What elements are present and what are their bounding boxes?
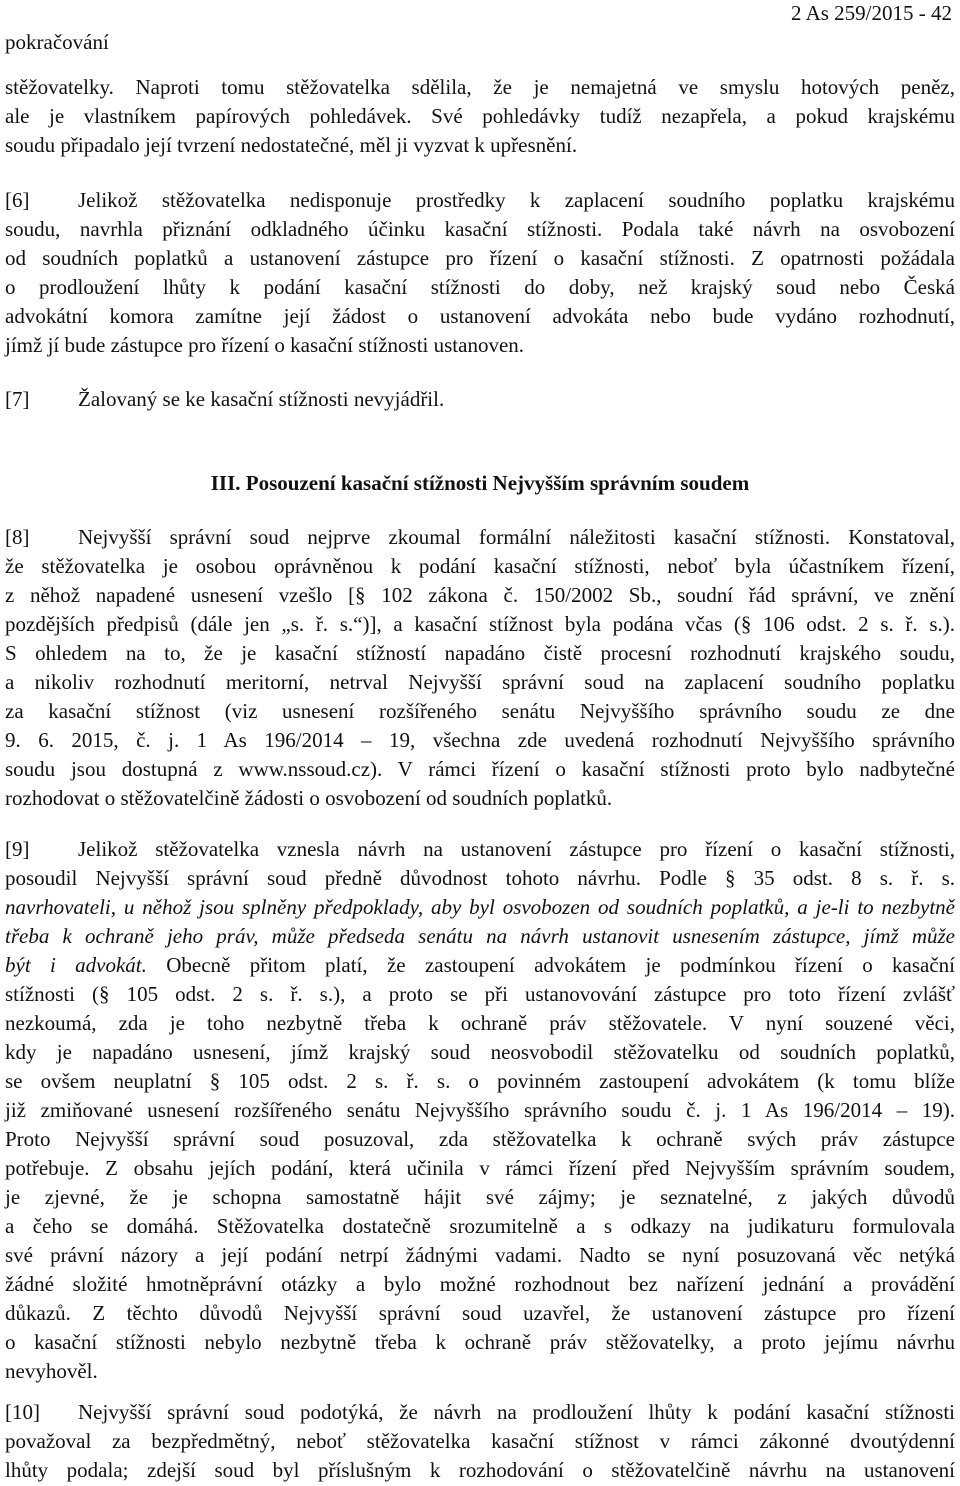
- paragraph-continued: [5, 73, 955, 160]
- text-line: se ovšem neuplatní § 105 odst. 2 s. ř. s. o povinném zastoupení advokátem (k tomu blíže: [5, 1069, 955, 1093]
- statute-quotation-end: být i advokát.: [5, 953, 147, 977]
- paragraph-number: [8]: [5, 525, 30, 549]
- section-numeral: III.: [210, 471, 241, 495]
- text-line: rozhodovat o stěžovatelčině žádosti o osvobození od soudních poplatků.: [5, 786, 613, 810]
- paragraph-first-line: [5, 1398, 955, 1427]
- paragraph-number: [7]: [5, 387, 30, 411]
- paragraph-7: [5, 385, 955, 414]
- text-line: ale je vlastníkem papírových pohledávek. Své pohledávky tudíž nezapřela, a pokud krajskému: [5, 104, 955, 128]
- text-line: soudu připadalo její tvrzení nedostatečné, měl ji vyzvat k upřesnění.: [5, 133, 578, 157]
- text-line: z něhož napadené usnesení vzešlo [§ 102 zákona č. 150/2002 Sb., soudní řád správní, ve znění: [5, 583, 955, 607]
- text-line: Proto Nejvyšší správní soud posuzoval, zda stěžovatelka k ochraně svých práv zástupce: [5, 1127, 955, 1151]
- text-line: a čeho se domáhá. Stěžovatelka dostatečně srozumitelně a s odkazy na judikaturu formulovala: [5, 1214, 955, 1238]
- section-heading: [5, 469, 955, 498]
- paragraph-first-line: [5, 523, 955, 552]
- text-segment: Obecně přitom platí, že zastoupení advokátem je podmínkou řízení o kasační: [146, 953, 956, 977]
- text-line: o kasační stížnosti nebylo nezbytně třeba k ochraně práv stěžovatelky, a proto jejímu návrhu: [5, 1330, 955, 1354]
- text-line: již zmiňované usnesení rozšířeného senátu Nejvyššího správního soudu č. j. 1 As 196/2014 – 19).: [5, 1098, 955, 1122]
- text-line: stěžovatelky. Naproti tomu stěžovatelka sdělila, že je nemajetná ve smyslu hotových peněz,: [5, 75, 955, 99]
- text-line: považoval za bezpředmětný, neboť stěžovatelka kasační stížnost v rámci zákonné dvoutýdenní: [5, 1429, 955, 1453]
- text-line: Žalovaný se ke kasační stížnosti nevyjádřil.: [78, 387, 445, 411]
- continuation-label: pokračování: [5, 30, 109, 54]
- text-line: od soudních poplatků a ustanovení zástupce pro řízení o kasační stížnosti. Z opatrnosti požádala: [5, 246, 955, 270]
- case-number: 2 As 259/2015 - 42: [790, 1, 952, 25]
- paragraph-number: [9]: [5, 837, 30, 861]
- text-line: nezkoumá, zda je toho nezbytně třeba k ochraně práv stěžovatele. V nyní souzené věci,: [5, 1011, 955, 1035]
- text-line: lhůty podala; zdejší soud byl příslušným k rozhodování o stěžovatelčině návrhu na ustanovení: [5, 1458, 955, 1482]
- text-line: důkazů. Z těchto důvodů Nejvyšší správní soud uzavřel, že ustanovení zástupce pro řízení: [5, 1301, 955, 1325]
- paragraph-number: [10]: [5, 1400, 40, 1424]
- text-line: stížnosti (§ 105 odst. 2 s. ř. s.), a proto se při ustanovování zástupce pro toto řízení zvlášť: [5, 982, 955, 1006]
- text-line: pozdějších předpisů (dále jen „s. ř. s.“)], a kasační stížnost byla podána včas (§ 106 odst. 2 s. ř. s.).: [5, 612, 955, 636]
- text-line: Jelikož stěžovatelka nedisponuje prostředky k zaplacení soudního poplatku krajskému: [78, 188, 955, 212]
- text-line: soudu jsou dostupná z www.nssoud.cz). V rámci řízení o kasační stížnosti proto bylo nadbytečné: [5, 757, 955, 781]
- text-line: Nejvyšší správní soud nejprve zkoumal formální náležitosti kasační stížnosti. Konstatoval,: [78, 525, 955, 549]
- text-line: potřebuje. Z obsahu jejích podání, která učinila v rámci řízení před Nejvyšším správním soudem,: [5, 1156, 955, 1180]
- text-line: advokátní komora zamítne její žádost o ustanovení advokáta nebo bude vydáno rozhodnutí,: [5, 304, 955, 328]
- text-line: jímž jí bude zástupce pro řízení o kasační stížnosti ustanoven.: [5, 333, 525, 357]
- statute-quotation-line: navrhovateli, u něhož jsou splněny předpoklady, aby byl osvobozen od soudních poplatků, a je-li to nezbytně: [5, 895, 955, 919]
- paragraph-8: [5, 523, 955, 813]
- text-line: S ohledem na to, že je kasační stížností napadáno čistě procesní rozhodnutí krajského soudu,: [5, 641, 955, 665]
- paragraph-6: [5, 186, 955, 360]
- section-title: Posouzení kasační stížnosti Nejvyšším správním soudem: [245, 471, 750, 495]
- text-line: 9. 6. 2015, č. j. 1 As 196/2014 – 19, všechna zde uvedená rozhodnutí Nejvyššího správního: [5, 728, 955, 752]
- text-line: žádné složité hmotněprávní otázky a bylo možné rozhodnout bez nařízení jednání a provádění: [5, 1272, 955, 1296]
- text-line: své právní názory a její podání netrpí žádnými vadami. Nadto se nyní posuzovaná věc netýká: [5, 1243, 955, 1267]
- text-line: o prodloužení lhůty k podání kasační stížnosti do doby, než krajský soud nebo Česká: [5, 275, 955, 299]
- text-line: Nejvyšší správní soud podotýká, že návrh na prodloužení lhůty k podání kasační stížnosti: [78, 1400, 955, 1424]
- text-line: za kasační stížnost (viz usnesení rozšířeného senátu Nejvyššího správního soudu ze dne: [5, 699, 955, 723]
- paragraph-number: [6]: [5, 188, 30, 212]
- text-line: a nikoliv rozhodnutí meritorní, netrval Nejvyšší správní soud na zaplacení soudního poplatku: [5, 670, 955, 694]
- paragraph-first-line: [5, 385, 955, 414]
- paragraph-9: [5, 835, 955, 1386]
- paragraph-10: [5, 1398, 955, 1485]
- text-line: kdy je napadáno usnesení, jímž krajský soud neosvobodil stěžovatelku od soudních poplatků,: [5, 1040, 955, 1064]
- text-line: [5, 951, 955, 980]
- text-line: je zjevné, že je schopna samostatně hájit své zájmy; je seznatelné, z jakých důvodů: [5, 1185, 955, 1209]
- text-line: nevyhověl.: [5, 1359, 98, 1383]
- text-line: soudu, navrhla přiznání odkladného účinku kasační stížnosti. Podala také návrh na osvobození: [5, 217, 955, 241]
- text-line: Jelikož stěžovatelka vznesla návrh na ustanovení zástupce pro řízení o kasační stížnosti,: [78, 837, 955, 861]
- text-line: že stěžovatelka je osobou oprávněnou k podání kasační stížnosti, neboť byla účastníkem řízení,: [5, 554, 955, 578]
- text-line: posoudil Nejvyšší správní soud předně důvodnost tohoto návrhu. Podle § 35 odst. 8 s. ř. s.: [5, 866, 955, 890]
- statute-quotation-line: třeba k ochraně jeho práv, může předseda senátu na návrh ustanovit usnesením zástupce, jímž může: [5, 924, 955, 948]
- paragraph-first-line: [5, 186, 955, 215]
- paragraph-first-line: [5, 835, 955, 864]
